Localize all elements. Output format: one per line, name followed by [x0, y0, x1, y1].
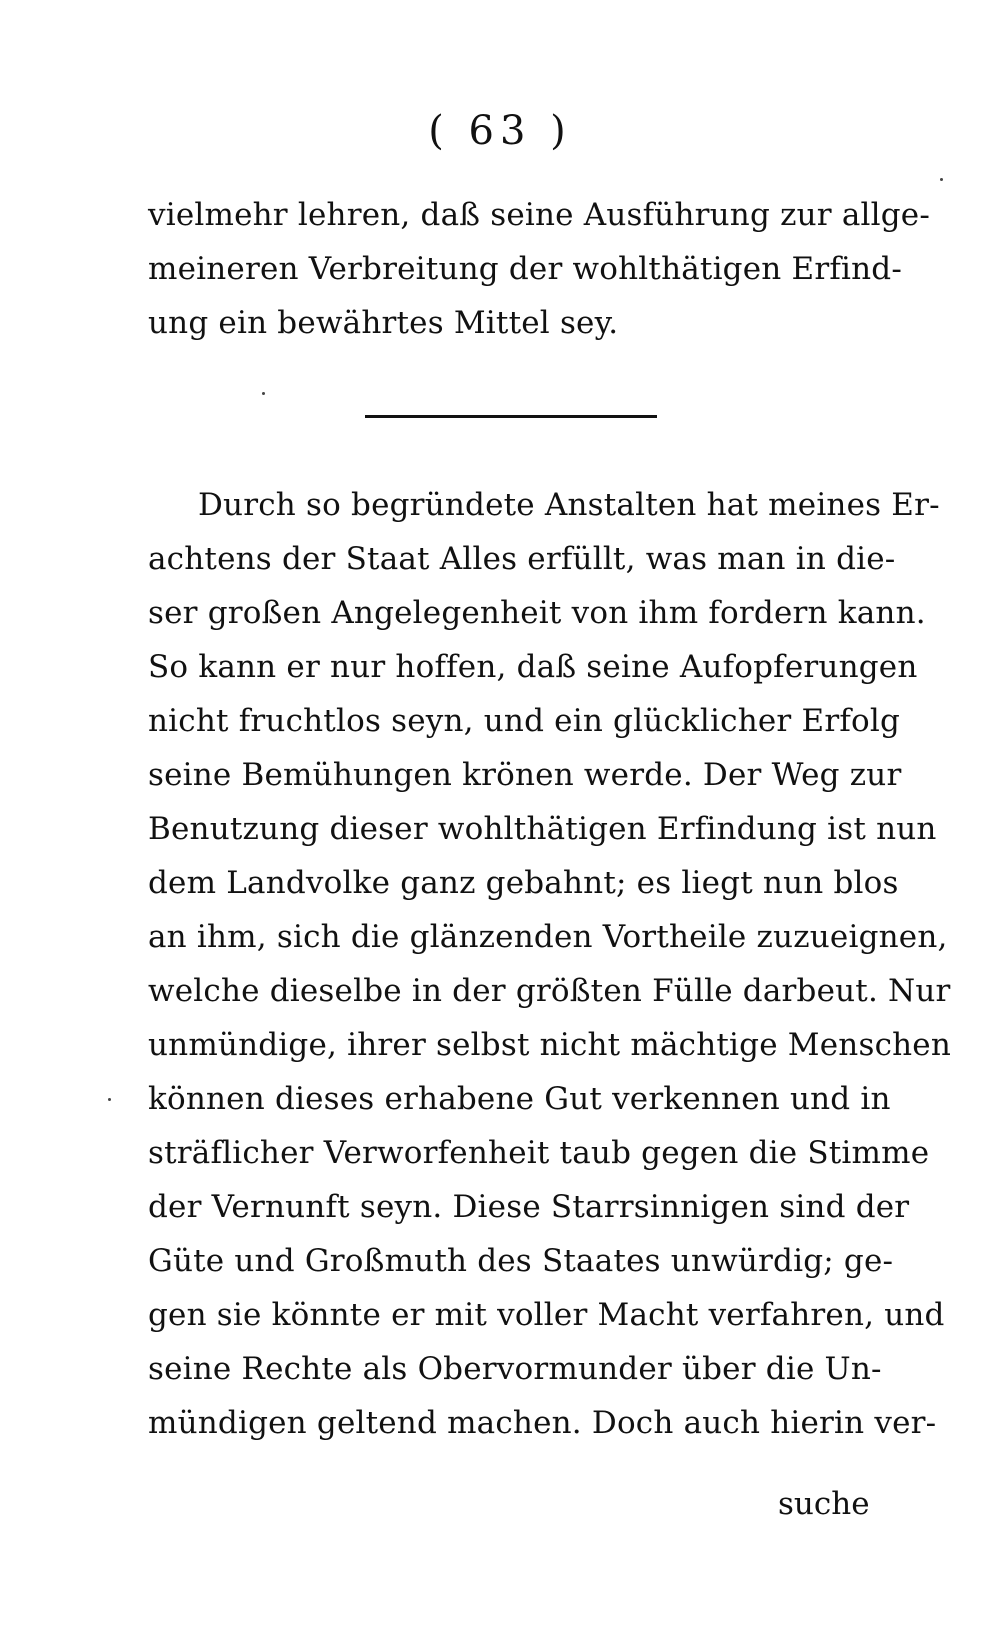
paper-speck: [940, 178, 943, 181]
text-line: vielmehr lehren, daß seine Ausführung zur allge-: [148, 197, 931, 233]
text-line: der Vernunft seyn. Diese Starrsinnigen sind der: [148, 1189, 910, 1225]
text-line: achtens der Staat Alles erfüllt, was man in die-: [148, 541, 896, 577]
text-line: meineren Verbreitung der wohlthätigen Erfind-: [148, 251, 903, 287]
text-line: nicht fruchtlos seyn, und ein glücklicher Erfolg: [148, 703, 901, 739]
top-paragraph: [148, 188, 931, 350]
text-line: mündigen geltend machen. Doch auch hierin ver-: [148, 1405, 937, 1441]
text-line: ser großen Angelegenheit von ihm fordern kann.: [148, 595, 926, 631]
text-line: Benutzung dieser wohlthätigen Erfindung ist nun: [148, 811, 937, 847]
page-number: ( 63 ): [428, 108, 572, 154]
catchword: suche: [778, 1486, 870, 1522]
text-line: unmündige, ihrer selbst nicht mächtige Menschen: [148, 1027, 952, 1063]
text-line: dem Landvolke ganz gebahnt; es liegt nun blos: [148, 865, 899, 901]
text-line: an ihm, sich die glänzenden Vortheile zuzueignen,: [148, 919, 948, 955]
text-line: sträflicher Verworfenheit taub gegen die Stimme: [148, 1135, 930, 1171]
main-paragraph: [148, 478, 952, 1450]
text-line: Durch so begründete Anstalten hat meines Er-: [198, 487, 940, 523]
text-line: Güte und Großmuth des Staates unwürdig; ge-: [148, 1243, 894, 1279]
text-line: welche dieselbe in der größten Fülle darbeut. Nur: [148, 973, 951, 1009]
text-line: seine Rechte als Obervormunder über die Un-: [148, 1351, 882, 1387]
text-line: können dieses erhabene Gut verkennen und in: [148, 1081, 891, 1117]
text-line: So kann er nur hoffen, daß seine Aufopferungen: [148, 649, 918, 685]
paper-speck: [108, 1098, 111, 1101]
section-divider: [365, 415, 657, 418]
text-line: gen sie könnte er mit voller Macht verfahren, und: [148, 1297, 945, 1333]
text-line: ung ein bewährtes Mittel sey.: [148, 305, 619, 341]
paper-speck: [262, 392, 265, 395]
text-line: seine Bemühungen krönen werde. Der Weg zur: [148, 757, 902, 793]
